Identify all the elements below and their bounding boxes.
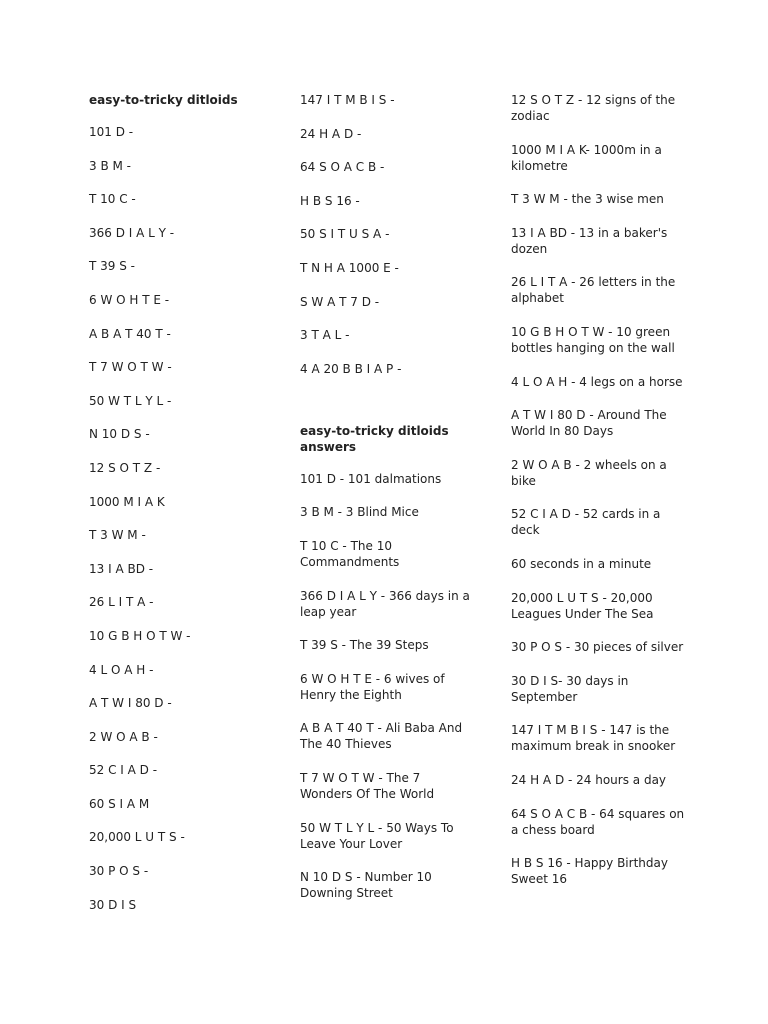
clue-item: 3 B M - (89, 158, 131, 173)
answer-item: 10 G B H O T W - 10 green bottles hanging on the wall (511, 324, 675, 355)
answer-item: 12 S O T Z - 12 signs of the zodiac (511, 93, 676, 123)
clue-list (89, 124, 274, 913)
answer-item: H B S 16 - Happy Birthday Sweet 16 (511, 856, 668, 887)
clue-item: T 7 W O T W - (89, 360, 172, 375)
answer-item: 26 L I T A - 26 letters in the alphabet (511, 275, 676, 306)
clue-item: 30 D I S (89, 897, 137, 912)
clue-item: S W A T 7 D - (300, 294, 380, 309)
clue-item: T 3 W M - (89, 528, 146, 543)
answer-item: T 7 W O T W - The 7 Wonders Of The World (300, 770, 435, 801)
clue-item: 147 I T M B I S - (300, 93, 395, 107)
answer-item: 366 D I A L Y - 366 days in a leap year (300, 588, 470, 619)
answer-item: 30 P O S - 30 pieces of silver (511, 640, 684, 655)
column-1 (89, 92, 274, 930)
clue-item: H B S 16 - (300, 193, 360, 208)
answer-item: A T W I 80 D - Around The World In 80 Days (511, 408, 667, 439)
clue-list-continued (300, 92, 475, 377)
answer-item: 24 H A D - 24 hours a day (511, 772, 667, 787)
clue-item: T N H A 1000 E - (300, 260, 399, 275)
answer-item: 64 S O A C B - 64 squares on a chess board (511, 806, 685, 837)
clue-item: T 39 S - (89, 259, 135, 274)
clue-item: A T W I 80 D - (89, 696, 172, 711)
answers-heading: easy-to-tricky ditloids answers (300, 423, 449, 454)
answer-list-continued (511, 92, 686, 887)
answer-item: 20,000 L U T S - 20,000 Leagues Under The Sea (511, 590, 654, 621)
clue-item: 3 T A L - (300, 328, 350, 343)
clue-item: 4 A 20 B B I A P - (300, 361, 402, 376)
answer-item: 3 B M - 3 Blind Mice (300, 505, 419, 520)
answer-item: 13 I A BD - 13 in a baker's dozen (511, 225, 668, 256)
clue-item: 24 H A D - (300, 126, 362, 141)
clue-item: 20,000 L U T S - (89, 830, 185, 845)
clue-item: 13 I A BD - (89, 561, 154, 576)
answer-item: 6 W O H T E - 6 wives of Henry the Eighth (300, 671, 445, 702)
clue-item: 12 S O T Z - (89, 460, 161, 475)
section-heading: easy-to-tricky ditloids (89, 93, 238, 107)
clue-item: N 10 D S - (89, 427, 150, 442)
column-3 (511, 92, 686, 905)
clue-item: 26 L I T A - (89, 595, 154, 610)
column-2 (300, 92, 475, 919)
answer-item: 2 W O A B - 2 wheels on a bike (511, 457, 667, 488)
answer-item: 30 D I S- 30 days in September (511, 673, 629, 704)
answer-item: 52 C I A D - 52 cards in a deck (511, 507, 661, 538)
clue-item: 50 W T L Y L - (89, 393, 172, 408)
answer-item: A B A T 40 T - Ali Baba And The 40 Thieves (300, 721, 463, 752)
answer-item: 4 L O A H - 4 legs on a horse (511, 374, 683, 389)
answer-item: T 10 C - The 10 Commandments (300, 538, 400, 569)
answer-item: T 3 W M - the 3 wise men (511, 192, 664, 207)
clue-item: 101 D - (89, 125, 134, 139)
clue-item: 6 W O H T E - (89, 292, 170, 307)
answer-item: 60 seconds in a minute (511, 556, 652, 571)
clue-item: 30 P O S - (89, 864, 149, 879)
clue-item: 366 D I A L Y - (89, 225, 175, 240)
answer-item: 1000 M I A K- 1000m in a kilometre (511, 142, 662, 173)
answer-list (300, 471, 475, 901)
clue-item: 2 W O A B - (89, 729, 158, 744)
answer-item: N 10 D S - Number 10 Downing Street (300, 870, 432, 901)
clue-item: 10 G B H O T W - (89, 628, 191, 643)
clue-item: T 10 C - (89, 192, 136, 207)
answer-item: T 39 S - The 39 Steps (300, 638, 429, 653)
answer-item: 101 D - 101 dalmations (300, 471, 442, 486)
clue-item: 60 S I A M (89, 796, 150, 811)
answer-item: 50 W T L Y L - 50 Ways To Leave Your Lover (300, 820, 454, 851)
clue-item: 64 S O A C B - (300, 160, 385, 175)
clue-item: 50 S I T U S A - (300, 227, 390, 242)
clue-item: 4 L O A H - (89, 662, 154, 677)
clue-item: A B A T 40 T - (89, 326, 171, 341)
clue-item: 1000 M I A K (89, 494, 165, 509)
answer-item: 147 I T M B I S - 147 is the maximum break in snooker (511, 723, 676, 754)
clue-item: 52 C I A D - (89, 763, 158, 778)
